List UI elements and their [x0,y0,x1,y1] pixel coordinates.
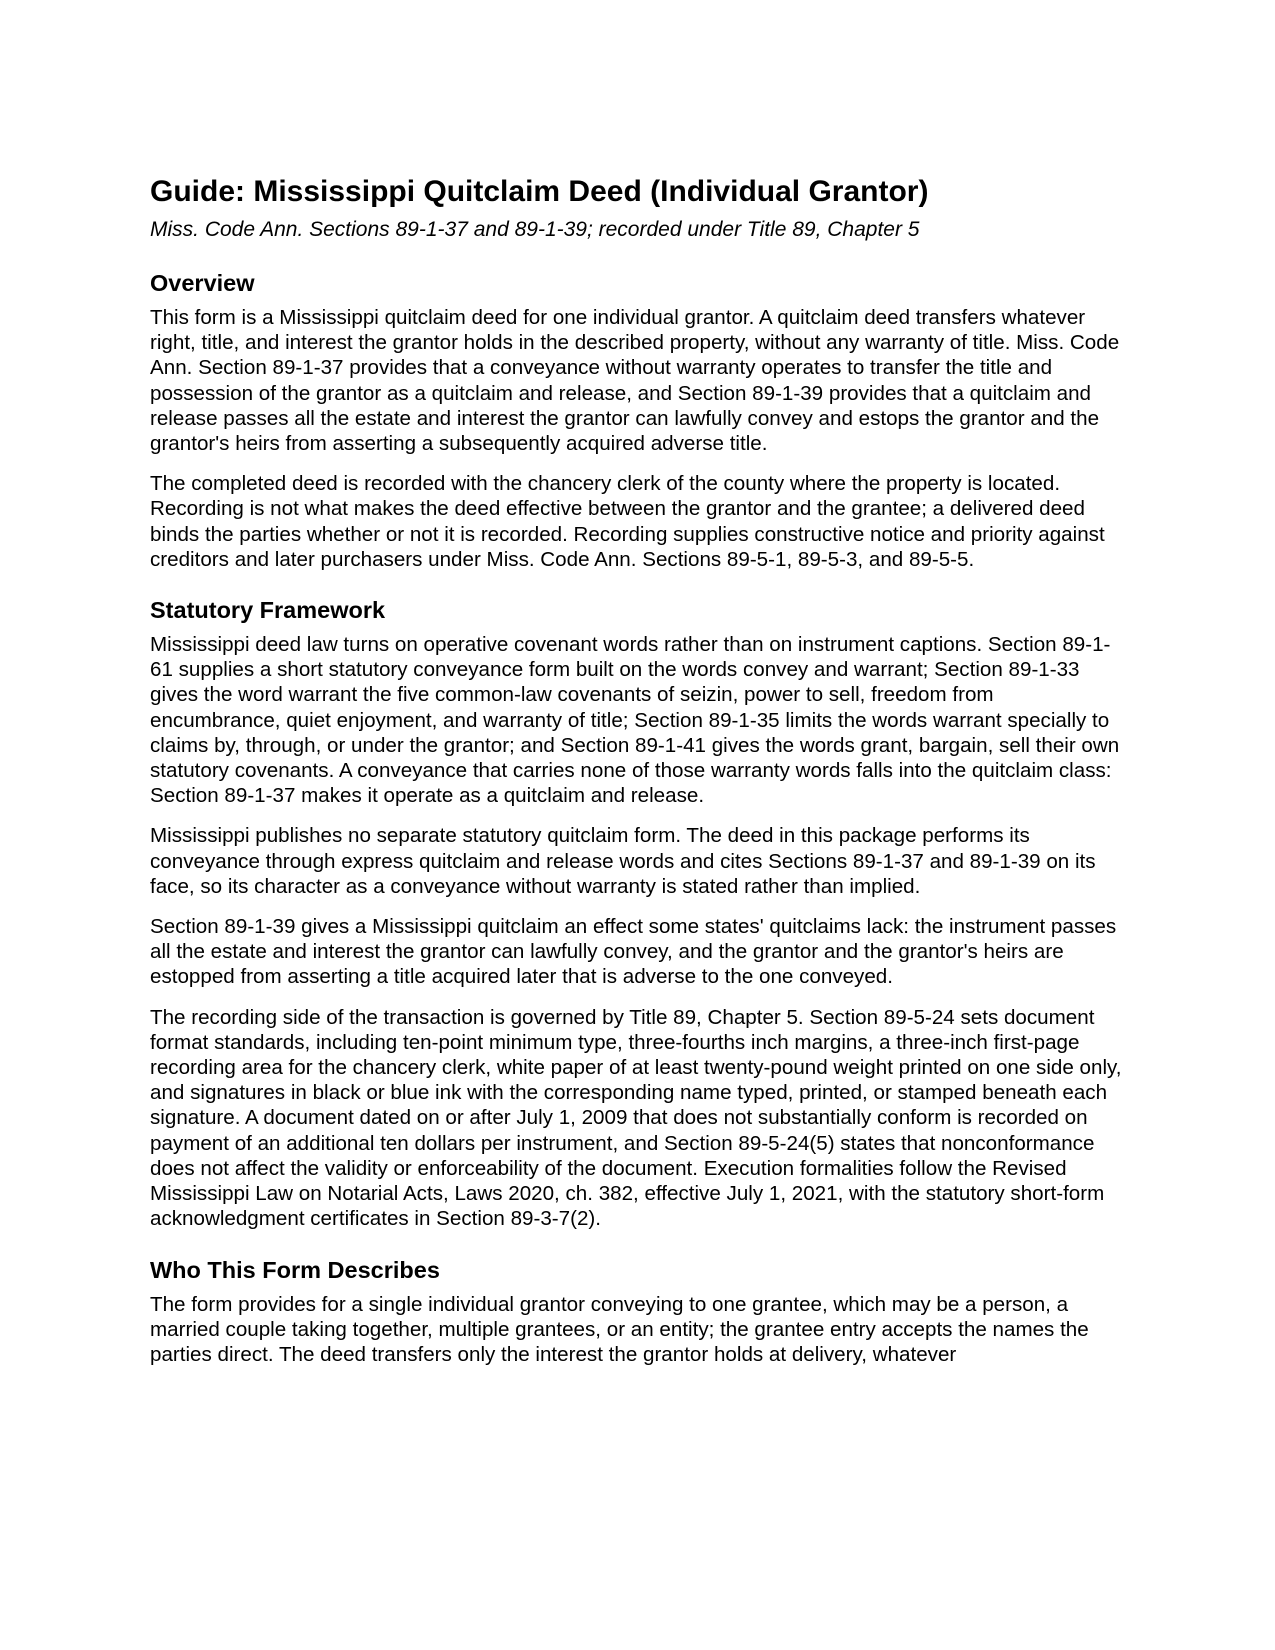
section-heading: Statutory Framework [150,597,386,624]
document-title: Guide: Mississippi Quitclaim Deed (Individual Grantor) [150,175,929,208]
paragraph: Mississippi deed law turns on operative covenant words rather than on instrument captions. Section 89-1-61 supplies a short statutory conveyance form built on the words convey and warrant; Section 89-1-33 gives the word warrant the five common-law covenants of seizin, power to sell, freedom from encumbrance, quiet enjoyment, and warranty of title; Section 89-1-35 limits the words warrant specially to claims by, through, or under the grantor; and Section 89-1-41 gives the words grant, bargain, sell their own statutory covenants. A conveyance that carries none of those warranty words falls into the quitclaim class: Section 89-1-37 makes it operate as a quitclaim and release. [150,633,1120,808]
paragraph: Section 89-1-39 gives a Mississippi quitclaim an effect some states' quitclaims lack: the instrument passes all the estate and interest the grantor can lawfully convey, and the grantor and the grantor's heirs are estopped from asserting a title acquired later that is adverse to the one conveyed. [150,915,1117,989]
paragraph: The recording side of the transaction is governed by Title 89, Chapter 5. Section 89-5-24 sets document format standards, including ten-point minimum type, three-fourths inch margins, a three-inch first-page recording area for the chancery clerk, white paper of at least twenty-pound weight printed on one side only, and signatures in black or blue ink with the corresponding name typed, printed, or stamped beneath each signature. A document dated on or after July 1, 2009 that does not substantially conform is recorded on payment of an additional ten dollars per instrument, and Section 89-5-24(5) states that nonconformance does not affect the validity or enforceability of the document. Execution formalities follow the Revised Mississippi Law on Notarial Acts, Laws 2020, ch. 382, effective July 1, 2021, with the statutory short-form acknowledgment certificates in Section 89-3-7(2). [150,1005,1122,1231]
paragraph: This form is a Mississippi quitclaim deed for one individual grantor. A quitclaim deed transfers whatever right, title, and interest the grantor holds in the described property, without any warranty of title. Miss. Code Ann. Section 89-1-37 provides that a conveyance without warranty operates to transfer the title and possession of the grantor as a quitclaim and release, and Section 89-1-39 provides that a quitclaim and release passes all the estate and interest the grantor can lawfully convey and estops the grantor and the grantor's heirs from asserting a subsequently acquired adverse title. [150,306,1120,456]
document-page [150,172,1125,1382]
paragraph: The completed deed is recorded with the chancery clerk of the county where the property is located. Recording is not what makes the deed effective between the grantor and the grantee; a delivered deed binds the parties whether or not it is recorded. Recording supplies constructive notice and priority against creditors and later purchasers under Miss. Code Ann. Sections 89-5-1, 89-5-3, and 89-5-5. [150,472,1105,571]
document-subtitle: Miss. Code Ann. Sections 89-1-37 and 89-1-39; recorded under Title 89, Chapter 5 [150,218,920,241]
paragraph: The form provides for a single individual grantor conveying to one grantee, which may be a person, a married couple taking together, multiple grantees, or an entity; the grantee entry accepts the names the parties direct. The deed transfers only the interest the grantor holds at delivery, whatever [150,1292,1089,1366]
section-statutory-framework [150,594,1125,1231]
section-who-this-form-describes [150,1254,1125,1368]
section-heading: Overview [150,270,255,296]
section-overview [150,267,1125,572]
paragraph: Mississippi publishes no separate statutory quitclaim form. The deed in this package performs its conveyance through express quitclaim and release words and cites Sections 89-1-37 and 89-1-39 on its face, so its character as a conveyance without warranty is stated rather than implied. [150,824,1096,898]
section-heading: Who This Form Describes [150,1256,440,1283]
